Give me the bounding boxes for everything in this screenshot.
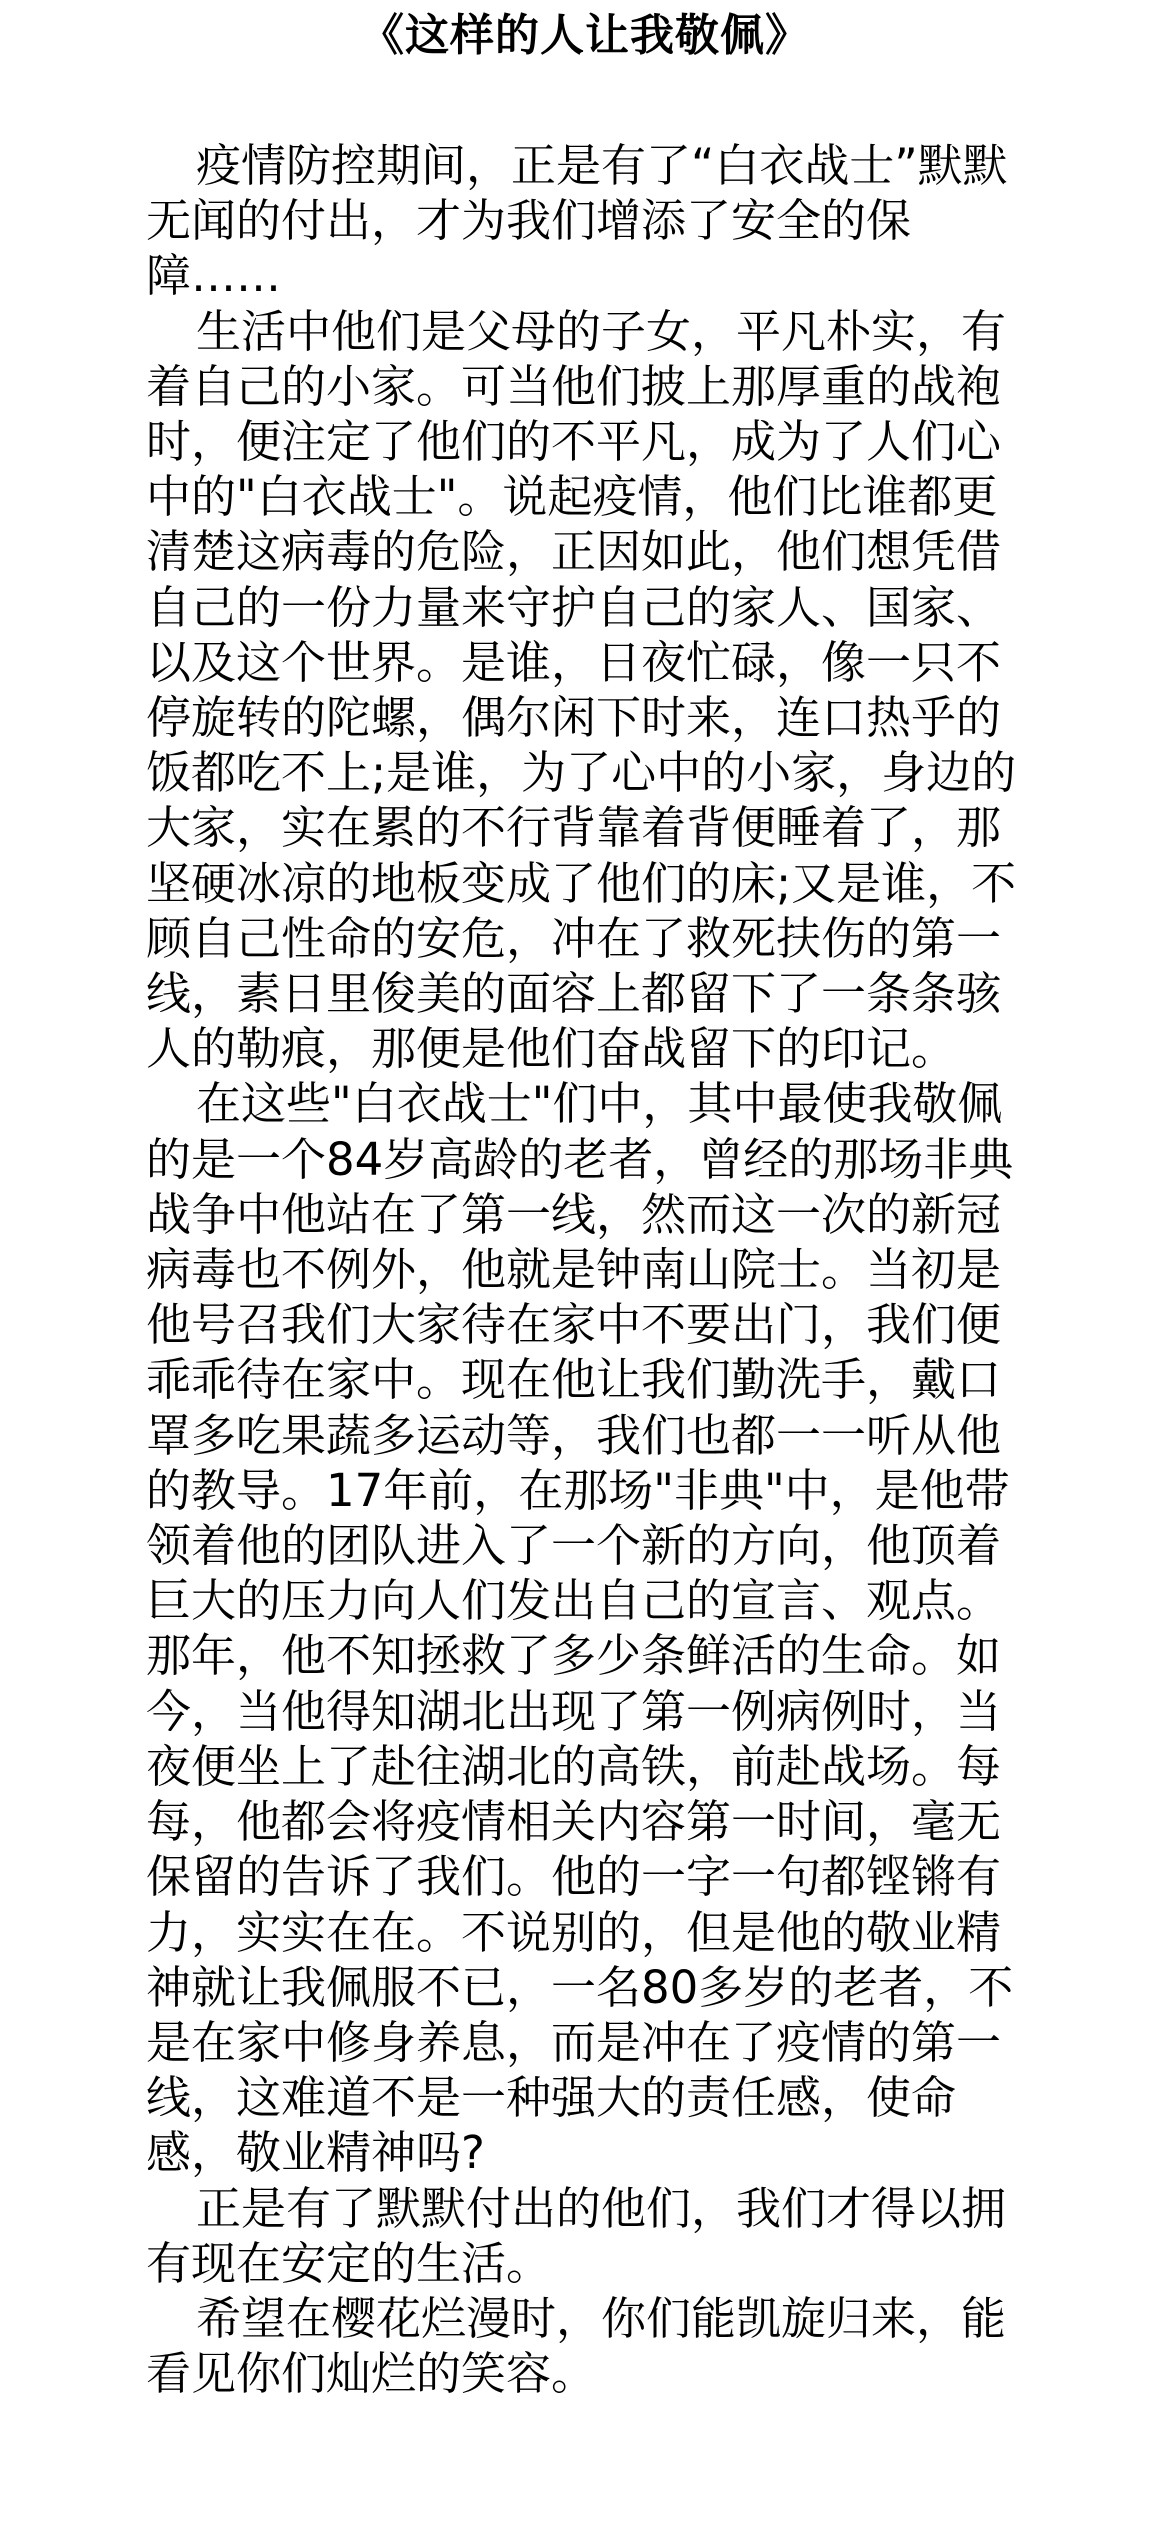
paragraph-5: 希望在樱花烂漫时，你们能凯旋归来，能看见你们灿烂的笑容。 (146, 2291, 1007, 2401)
paragraph-3: 在这些"白衣战士"们中，其中最使我敬佩的是一个84岁高龄的老者，曾经的那场非典战争中他站在了第一线，然而这一次的新冠病毒也不例外，他就是钟南山院士。当初是他号召我们大家待在家中不要出门，我们便乖乖待在家中。现在他让我们勤洗手，戴口罩多吃果蔬多运动等，我们也都一一听从他的教导。17年前，在那场"非典"中，是他带领着他的团队进入了一个新的方向，他顶着巨大的压力向人们发出自己的宣言、观点。那年，他不知拯救了多少条鲜活的生命。如今，当他得知湖北出现了第一例病例时，当夜便坐上了赴往湖北的高铁，前赴战场。每每，他都会将疫情相关内容第一时间，毫无保留的告诉了我们。他的一字一句都铿锵有力，实实在在。不说别的，但是他的敬业精神就让我佩服不已，一名80多岁的老者，不是在家中修身养息，而是冲在了疫情的第一线，这难道不是一种强大的责任感，使命感，敬业精神吗? (146, 1077, 1014, 2180)
document-title: 《这样的人让我敬佩》 (360, 10, 810, 61)
article-body (146, 138, 1026, 2401)
paragraph-2: 生活中他们是父母的子女，平凡朴实，有着自己的小家。可当他们披上那厚重的战袍时，便注定了他们的不平凡，成为了人们心中的"白衣战士"。说起疫情，他们比谁都更清楚这病毒的危险，正因如此，他们想凭借自己的一份力量来守护自己的家人、国家、以及这个世界。是谁，日夜忙碌，像一只不停旋转的陀螺，偶尔闲下时来，连口热乎的饭都吃不上;是谁，为了心中的小家，身边的大家，实在累的不行背靠着背便睡着了，那坚硬冰凉的地板变成了他们的床;又是谁，不顾自己性命的安危，冲在了救死扶伤的第一线，素日里俊美的面容上都留下了一条条骇人的勒痕，那便是他们奋战留下的印记。 (146, 304, 1017, 1076)
paragraph-4: 正是有了默默付出的他们，我们才得以拥有现在安定的生活。 (146, 2181, 1007, 2290)
paragraph-1: 疫情防控期间，正是有了“白衣战士”默默无闻的付出，才为我们增添了安全的保障…… (146, 139, 1008, 303)
